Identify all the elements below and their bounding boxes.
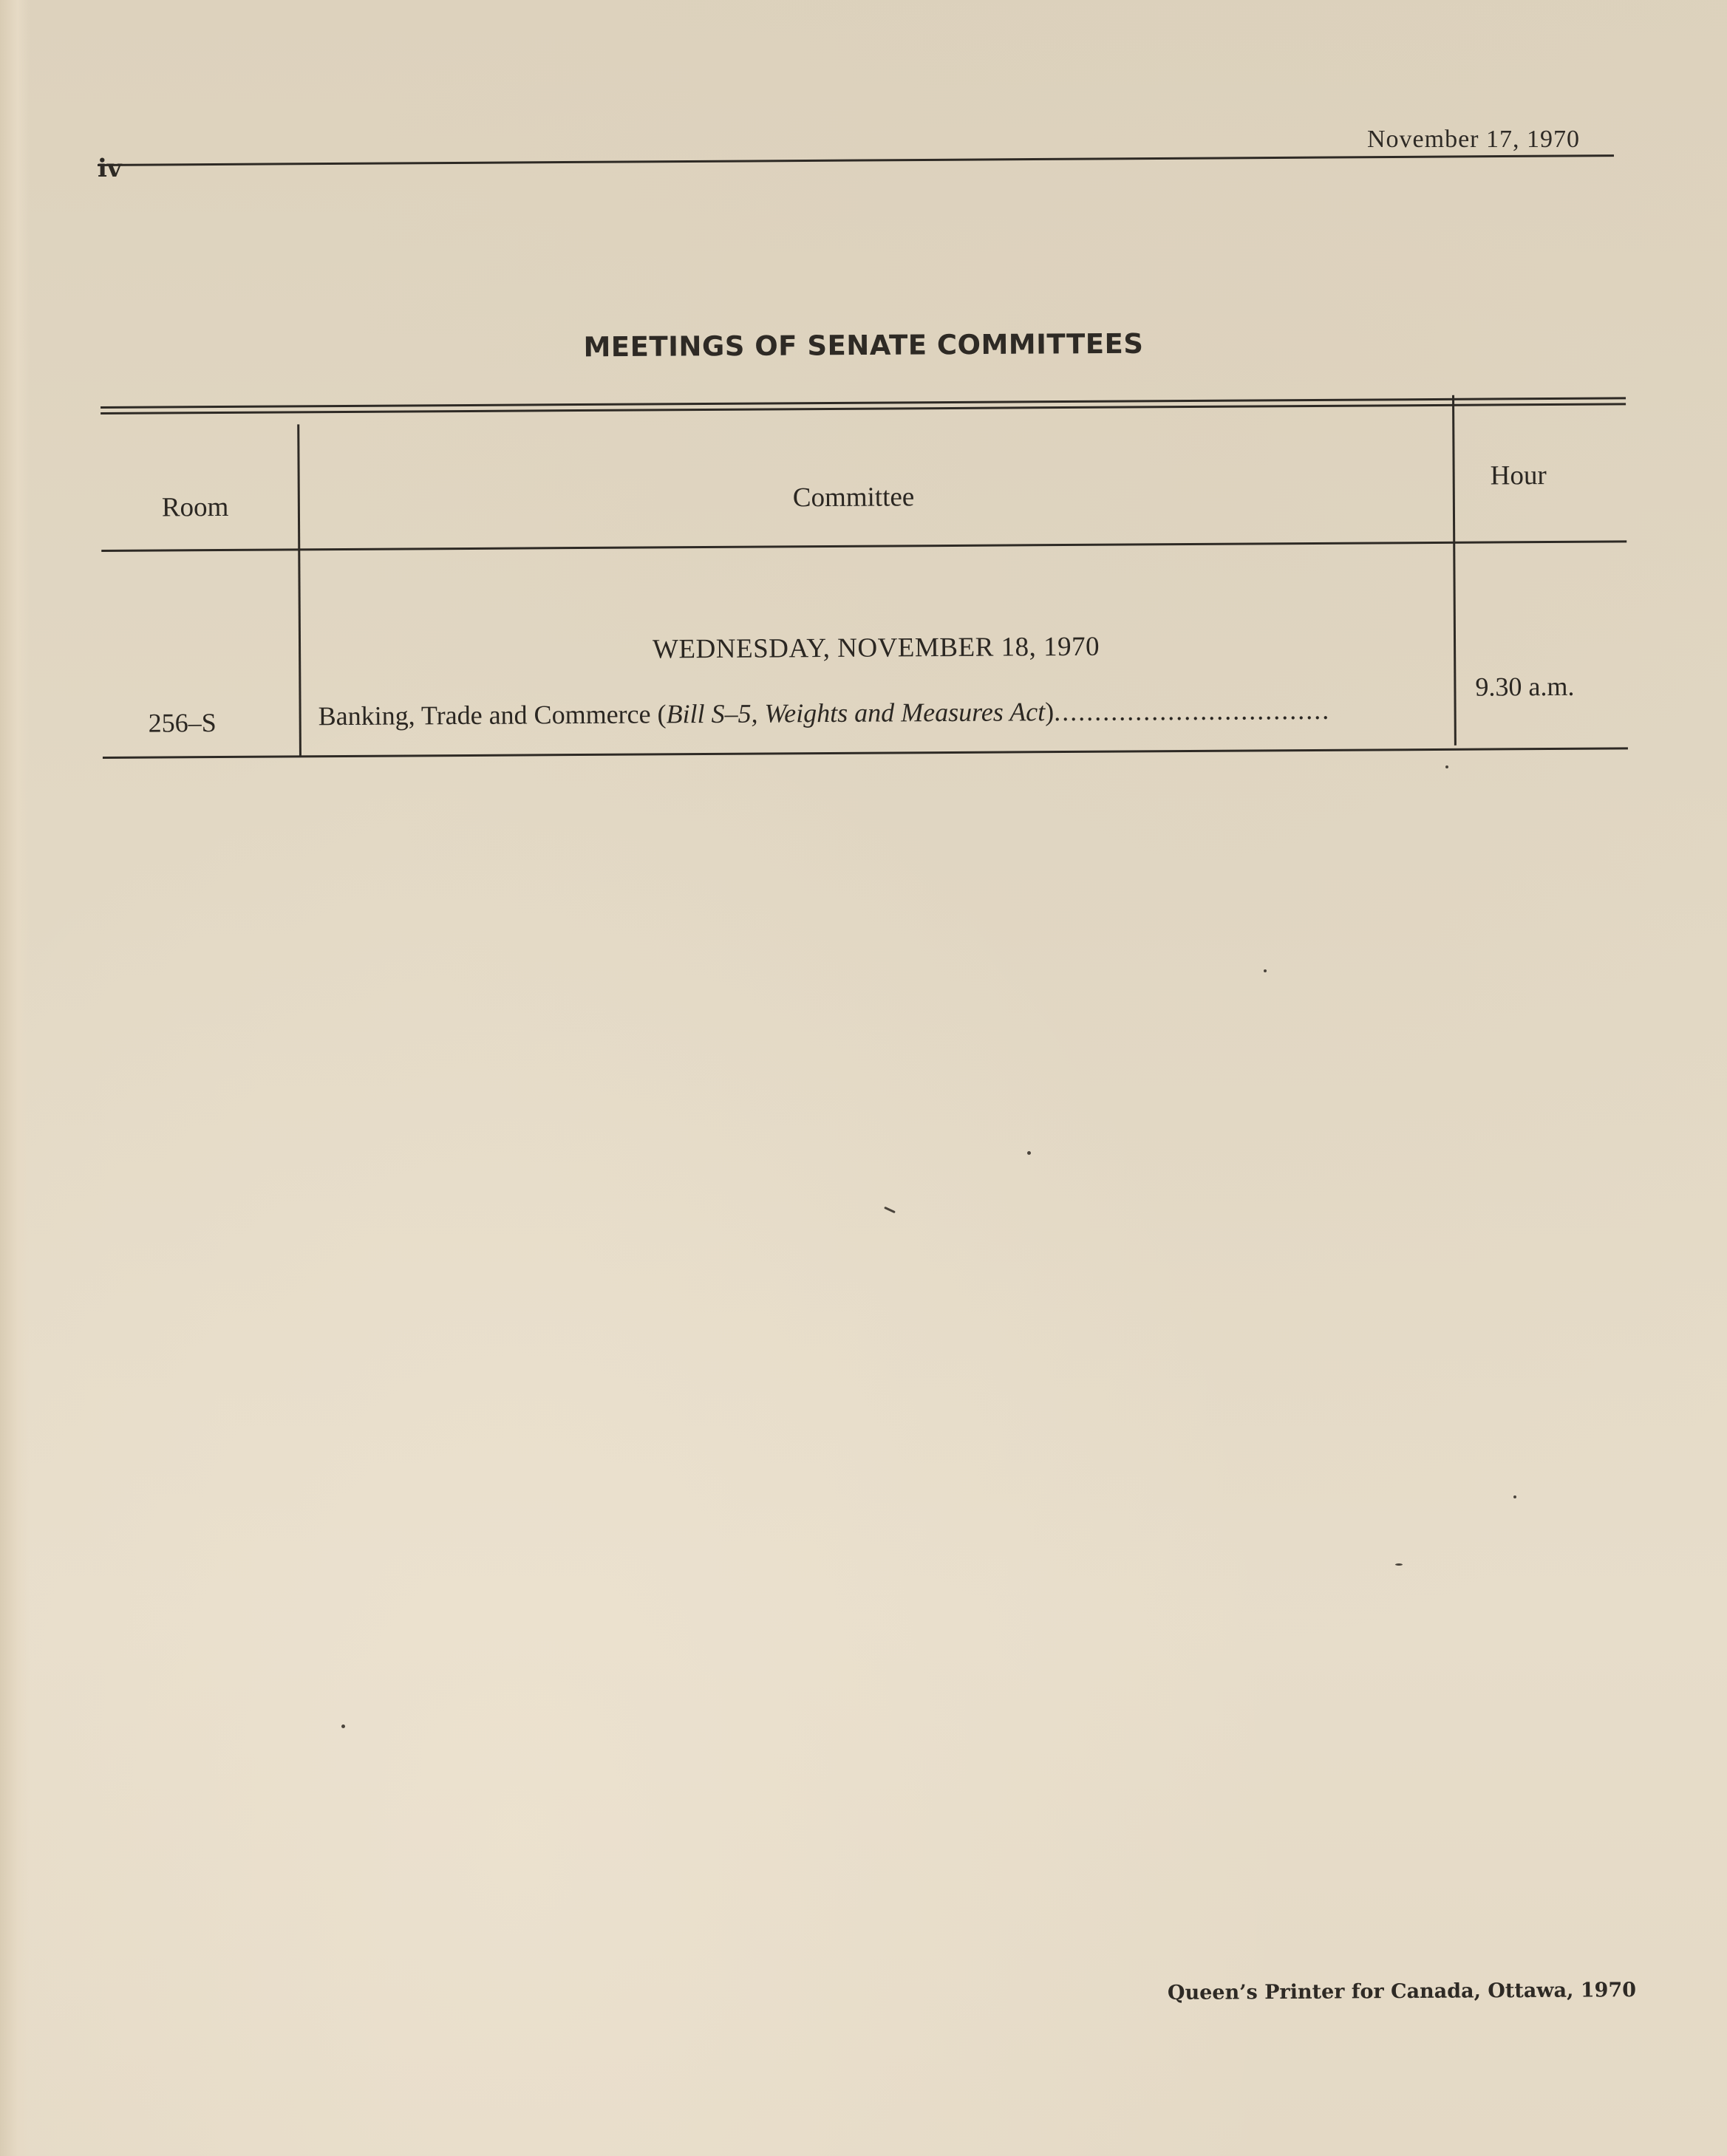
paper-speck (1513, 1495, 1516, 1498)
page-title: MEETINGS OF SENATE COMMITTEES (583, 327, 1144, 364)
column-header-hour: Hour (1490, 460, 1547, 491)
dot-leader: .................................. (1054, 695, 1331, 727)
committee-name: Banking, Trade and Commerce ( (318, 699, 667, 731)
committee-table (101, 389, 1628, 783)
page-number: iv (98, 154, 122, 183)
table-bottom-rule (103, 747, 1628, 759)
paper-speck (1264, 969, 1267, 972)
column-header-room: Room (161, 491, 229, 523)
paper-speck (1445, 765, 1448, 768)
paper-speck (341, 1725, 345, 1728)
printer-imprint: Queen’s Printer for Canada, Ottawa, 1970 (1167, 1979, 1637, 2005)
header-date: November 17, 1970 (1367, 126, 1581, 153)
table-top-rule (101, 397, 1626, 409)
table-cell-committee (318, 695, 1330, 731)
column-divider-hour (1452, 395, 1457, 746)
committee-subject: Bill S–5, Weights and Measures Act (666, 697, 1046, 729)
column-header-committee: Committee (792, 482, 915, 514)
date-heading: WEDNESDAY, NOVEMBER 18, 1970 (652, 631, 1100, 665)
paper-speck (1395, 1563, 1403, 1566)
column-divider-room (297, 424, 302, 757)
paper-speck (1027, 1151, 1031, 1155)
page-edge-shadow (0, 0, 30, 2156)
header-rule (98, 154, 1614, 166)
paper-speck (884, 1207, 896, 1213)
table-cell-room: 256–S (148, 708, 217, 738)
table-cell-hour: 9.30 a.m. (1475, 671, 1575, 702)
header-underline (101, 540, 1626, 552)
committee-close: ) (1045, 697, 1055, 727)
